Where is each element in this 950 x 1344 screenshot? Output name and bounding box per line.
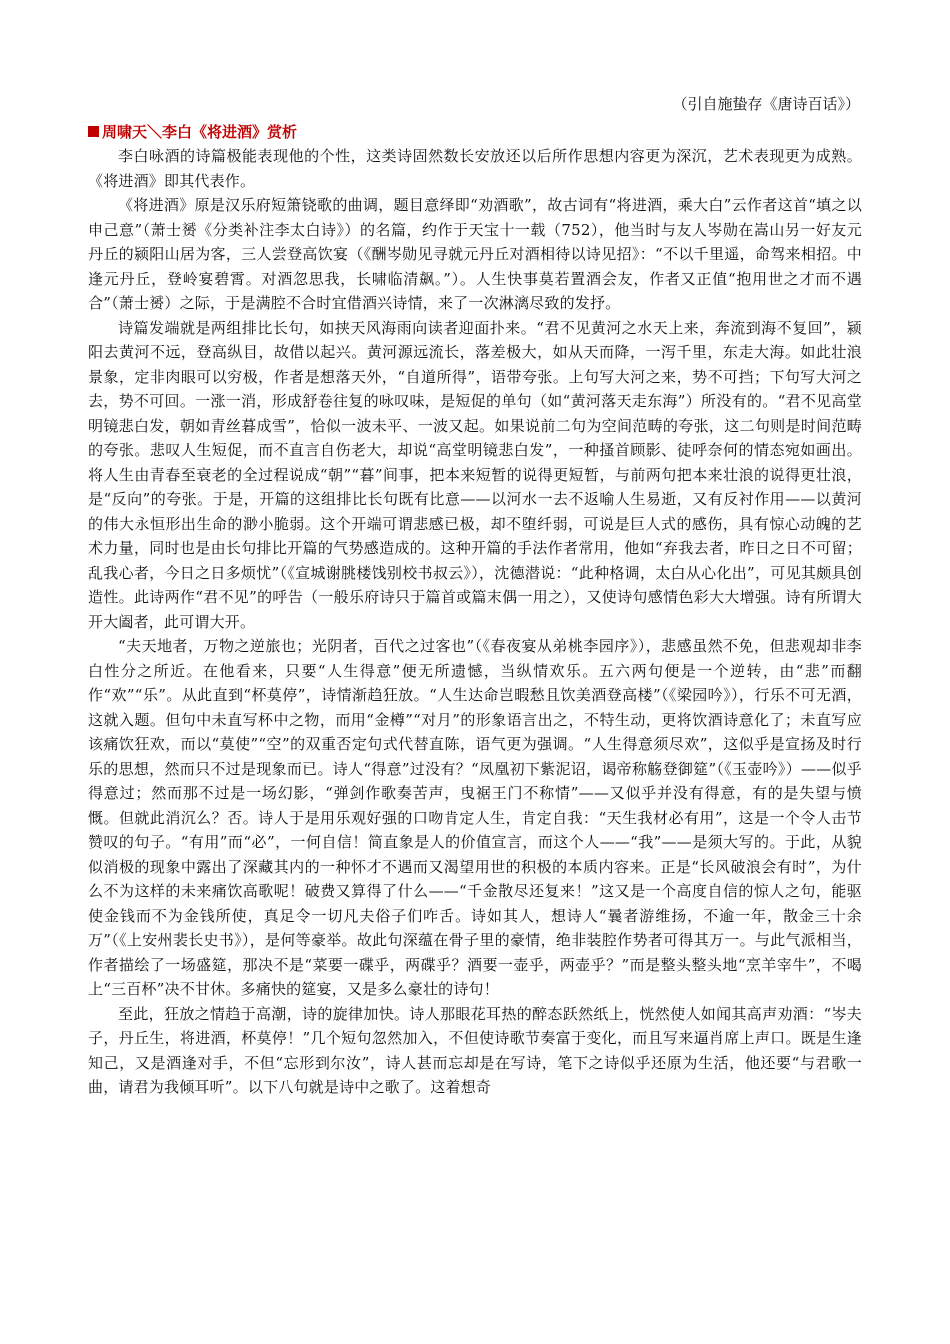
section-heading-text: 周啸天＼李白《将进酒》赏析 <box>102 123 298 141</box>
square-bullet-icon <box>88 126 99 137</box>
paragraph-4: “夫天地者，万物之逆旅也；光阴者，百代之过客也”（《春夜宴从弟桃李园序》），悲感虽然不免，但悲观却非李白性分之所近。在他看来，只要“人生得意”便无所遗憾，当纵情欢乐。五六两句便是一个逆转，由“悲”而翻作“欢”“乐”。从此直到“杯莫停”，诗情渐趋狂放。“人生达命岂暇愁且饮美酒登高楼”（《梁园吟》），行乐不可无酒，这就入题。但句中未直写杯中之物，而用“金樽”“对月”的形象语言出之，不特生动，更将饮酒诗意化了；未直写应该痛饮狂欢，而以“莫使”“空”的双重否定句式代替直陈，语气更为强调。“人生得意须尽欢”，这似乎是宣扬及时行乐的思想，然而只不过是现象而已。诗人“得意”过没有？“凤凰初下紫泥诏，谒帝称觞登御筵”（《玉壶吟》）——似乎得意过；然而那不过是一场幻影，“弹剑作歌奏苦声，曳裾王门不称情”——又似乎并没有得意，有的是失望与愤慨。但就此消沉么？否。诗人于是用乐观好强的口吻肯定人生，肯定自我：“天生我材必有用”，这是一个令人击节赞叹的句子。“有用”而“必”，一何自信！简直象是人的价值宣言，而这个人——“我”——是须大写的。于此，从貌似消极的现象中露出了深藏其内的一种怀才不遇而又渴望用世的积极的本质内容来。正是“长风破浪会有时”，为什么不为这样的未来痛饮高歌呢！破费又算得了什么——“千金散尽还复来！”这又是一个高度自信的惊人之句，能驱使金钱而不为金钱所使，真足令一切凡夫俗子们咋舌。诗如其人，想诗人“曩者游维扬，不逾一年，散金三十余万”（《上安州裴长史书》），是何等豪举。故此句深蕴在骨子里的豪情，绝非装腔作势者可得其万一。与此气派相当，作者描绘了一场盛筵，那决不是“菜要一碟乎，两碟乎？酒要一壶乎，两壶乎？”而是整头整头地“烹羊宰牛”，不喝上“三百杯”决不甘休。多痛快的筵宴，又是多么豪壮的诗句！ <box>88 637 862 998</box>
paragraph-1: 李白咏酒的诗篇极能表现他的个性，这类诗固然数长安放还以后所作思想内容更为深沉，艺术表现更为成熟。《将进酒》即其代表作。 <box>88 147 862 190</box>
source-citation: （引自施蛰存《唐诗百话》） <box>672 95 860 113</box>
paragraph-3: 诗篇发端就是两组排比长句，如挟天风海雨向读者迎面扑来。“君不见黄河之水天上来，奔流到海不复回”，颍阳去黄河不远，登高纵目，故借以起兴。黄河源远流长，落差极大，如从天而降，一泻千里，东走大海。如此壮浪景象，定非肉眼可以穷极，作者是想落天外，“自道所得”，语带夸张。上句写大河之来，势不可挡；下句写大河之去，势不可回。一涨一消，形成舒卷往复的咏叹味，是短促的单句（如“黄河落天走东海”）所没有的。“君不见高堂明镜悲白发，朝如青丝暮成雪”，恰似一波未平、一波又起。如果说前二句为空间范畴的夸张，这二句则是时间范畴的夸张。悲叹人生短促，而不直言自伤老大，却说“高堂明镜悲白发”，一种搔首顾影、徒呼奈何的情态宛如画出。将人生由青春至衰老的全过程说成“朝”“暮”间事，把本来短暂的说得更短暂，与前两句把本来壮浪的说得更壮浪，是“反向”的夸张。于是，开篇的这组排比长句既有比意——以河水一去不返喻人生易逝，又有反衬作用——以黄河的伟大永恒形出生命的渺小脆弱。这个开端可谓悲感已极，却不堕纤弱，可说是巨人式的感伤，具有惊心动魄的艺术力量，同时也是由长句排比开篇的气势感造成的。这种开篇的手法作者常用，他如“弃我去者，昨日之日不可留；乱我心者，今日之日多烦忧”（《宣城谢朓楼饯别校书叔云》），沈德潜说：“此种格调，太白从心化出”，可见其颇具创造性。此诗两作“君不见”的呼告（一般乐府诗只于篇首或篇末偶一用之），又使诗句感情色彩大大增强。诗有所谓大开大阖者，此可谓大开。 <box>88 318 862 631</box>
section-heading <box>88 120 862 144</box>
paragraph-2: 《将进酒》原是汉乐府短箫铙歌的曲调，题目意绎即“劝酒歌”，故古词有“将进酒，乘大白”云作者这首“填之以申己意”（萧士赟《分类补注李太白诗》）的名篇，约作于天宝十一载（752），他当时与友人岑勋在嵩山另一好友元丹丘的颍阳山居为客，三人尝登高饮宴（《酬岑勋见寻就元丹丘对酒相待以诗见招》：“不以千里遥，命驾来相招。中逢元丹丘，登岭宴碧霄。对酒忽思我，长啸临清飙。”）。人生快事莫若置酒会友，作者又正值“抱用世之才而不遇合”（萧士赟）之际，于是满腔不合时宜借酒兴诗情，来了一次淋漓尽致的发抒。 <box>88 196 862 312</box>
paragraph-5: 至此，狂放之情趋于高潮，诗的旋律加快。诗人那眼花耳热的醉态跃然纸上，恍然使人如闻其高声劝酒：“岑夫子，丹丘生，将进酒，杯莫停！”几个短句忽然加入，不但使诗歌节奏富于变化，而且写来逼肖席上声口。既是生逢知己，又是酒逢对手，不但“忘形到尔汝”，诗人甚而忘却是在写诗，笔下之诗似乎还原为生活，他还要“与君歌一曲，请君为我倾耳听”。以下八句就是诗中之歌了。这着想奇 <box>88 1004 862 1096</box>
document-page <box>88 92 862 1100</box>
